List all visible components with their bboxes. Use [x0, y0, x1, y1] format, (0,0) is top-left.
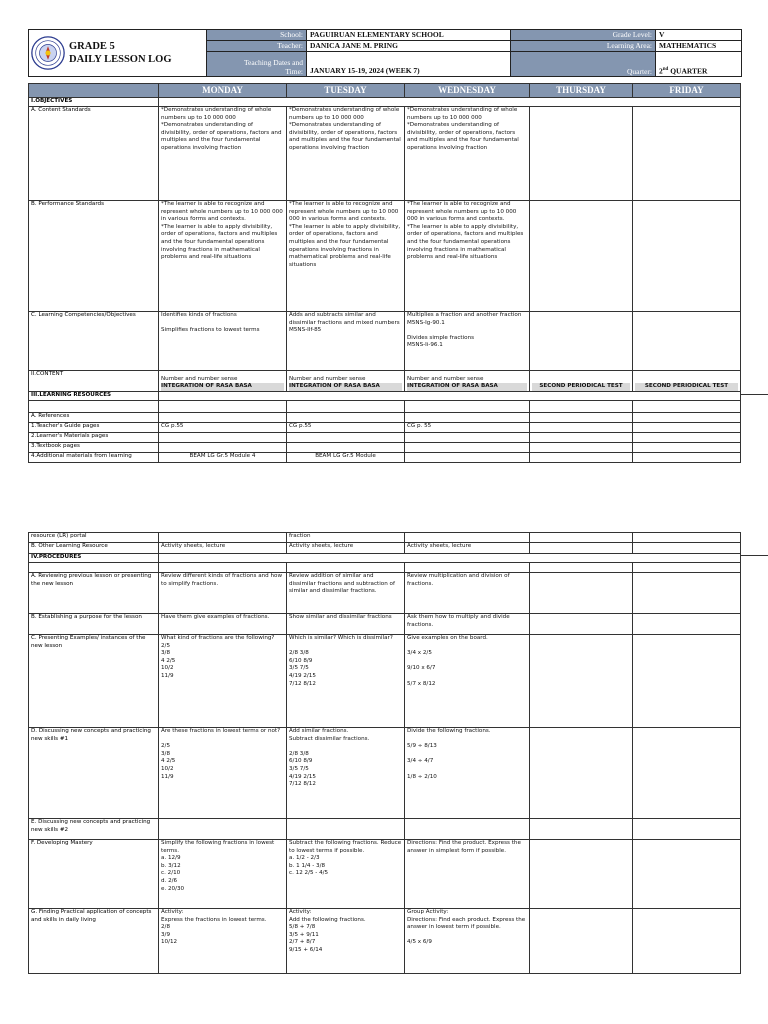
day-cell [405, 819, 530, 840]
header-brand [29, 30, 207, 76]
day-cell: CG p.55 [287, 423, 405, 433]
day-cell [159, 819, 287, 840]
lesson-row [29, 728, 741, 819]
day-cell [159, 401, 287, 413]
day-cell [633, 909, 741, 974]
quarter-text: 2nd QUARTER [659, 66, 708, 75]
section-fill [159, 554, 741, 563]
section-row [29, 392, 741, 401]
day-header: MONDAY [159, 84, 287, 98]
lesson-row [29, 543, 741, 554]
day-cell: Activity: Add the following fractions. 5/8 + 7/8 3/5 + 9/11 2/7 + 8/7 9/15 + 6/14 [287, 909, 405, 974]
row-label: B. Performance Standards [29, 201, 159, 312]
day-cell [633, 840, 741, 909]
lesson-row [29, 401, 741, 413]
day-cell [405, 453, 530, 463]
lesson-row [29, 453, 741, 463]
section-label: I.OBJECTIVES [29, 98, 159, 107]
section-label: III.LEARNING RESOURCES [29, 392, 159, 401]
day-cell: Review different kinds of fractions and how to simplify fractions. [159, 573, 287, 614]
grade-level-label: Grade Level: [511, 30, 656, 41]
log-title: DAILY LESSON LOG [69, 54, 172, 65]
day-cell: Review multiplication and division of fractions. [405, 573, 530, 614]
day-cell [633, 413, 741, 423]
content-topic: Number and number sense [289, 375, 366, 382]
content-cell [405, 371, 530, 392]
day-cell [405, 443, 530, 453]
lesson-row [29, 443, 741, 453]
day-header: FRIDAY [633, 84, 741, 98]
day-cell [633, 614, 741, 635]
day-cell [287, 413, 405, 423]
row-label: C. Learning Competencies/Objectives [29, 312, 159, 371]
day-cell [530, 433, 633, 443]
row-label: B. Other Learning Resource [29, 543, 159, 554]
lesson-row [29, 433, 741, 443]
day-cell: *Demonstrates understanding of whole numbers up to 10 000 000 *Demonstrates understanding of divisibility, order of operations, factors and multiples and the four fundamental operations involving fraction [159, 107, 287, 201]
row-overflow-line [740, 394, 768, 395]
day-cell [530, 312, 633, 371]
row-label: 4.Additional materials from learning [29, 453, 159, 463]
corner-cell [29, 84, 159, 98]
day-cell: Divide the following fractions. 5/9 ÷ 8/13 3/4 ÷ 4/7 1/8 ÷ 2/10 [405, 728, 530, 819]
day-header-row [29, 84, 741, 98]
content-cell [159, 371, 287, 392]
day-cell: Activity: Express the fractions in lowest terms. 2/8 3/9 10/12 [159, 909, 287, 974]
day-cell: *The learner is able to recognize and represent whole numbers up to 10 000 000 in various forms and contexts. *The learner is able to apply divisibility, order of operations, factors and multiples and the four fundamental operations involving fractions in mathematical problems and real-life situations [159, 201, 287, 312]
teacher-label: Teacher: [207, 41, 307, 52]
day-cell [633, 563, 741, 573]
row-overflow-line [740, 555, 768, 556]
row-label: D. Discussing new concepts and practicing new skills #1 [29, 728, 159, 819]
day-cell [633, 453, 741, 463]
day-cell [159, 533, 287, 543]
row-label: 3.Textbook pages [29, 443, 159, 453]
day-cell: CG p.55 [159, 423, 287, 433]
day-cell [530, 614, 633, 635]
day-cell: What kind of fractions are the following? 2/5 3/8 4 2/5 10/2 11/9 [159, 635, 287, 728]
lesson-log-header [28, 29, 742, 77]
day-cell [633, 433, 741, 443]
day-cell [530, 909, 633, 974]
day-cell: Give examples on the board. 3/4 x 2/5 9/10 x 6/7 5/7 x 8/12 [405, 635, 530, 728]
header-info-grid [207, 30, 741, 76]
periodical-test-cell [633, 371, 741, 392]
row-label: F. Developing Mastery [29, 840, 159, 909]
day-cell: Simplify the following fractions in lowest terms. a. 12/9 b. 3/12 c. 2/10 d. 2/6 e. 20/30 [159, 840, 287, 909]
day-cell [287, 433, 405, 443]
day-cell [633, 401, 741, 413]
day-cell [633, 107, 741, 201]
row-label: A. Reviewing previous lesson or presenting the new lesson [29, 573, 159, 614]
lesson-row [29, 423, 741, 433]
row-label: A. References [29, 413, 159, 423]
learning-area-value: MATHEMATICS [656, 41, 741, 52]
lesson-row [29, 909, 741, 974]
day-cell [405, 413, 530, 423]
row-label: resource (LR) portal [29, 533, 159, 543]
day-cell [530, 413, 633, 423]
day-cell: CG p. 55 [405, 423, 530, 433]
day-cell: BEAM LG Gr.5 Module 4 [159, 453, 287, 463]
day-header: TUESDAY [287, 84, 405, 98]
day-cell [633, 543, 741, 554]
row-label: E. Discussing new concepts and practicing new skills #2 [29, 819, 159, 840]
lesson-row [29, 819, 741, 840]
lesson-row [29, 533, 741, 543]
day-cell [530, 201, 633, 312]
row-label: 1.Teacher's Guide pages [29, 423, 159, 433]
row-label [29, 563, 159, 573]
row-label: G. Finding Practical application of concepts and skills in daily living [29, 909, 159, 974]
lesson-row [29, 614, 741, 635]
day-cell [530, 443, 633, 453]
day-cell [405, 401, 530, 413]
day-cell: Activity sheets, lecture [405, 543, 530, 554]
rasa-basa-tag: INTEGRATION OF RASA BASA [161, 383, 284, 391]
day-cell [530, 401, 633, 413]
day-cell: Which is similar? Which is dissimilar? 2/8 3/8 6/10 8/9 3/5 7/5 4/19 2/15 7/12 8/12 [287, 635, 405, 728]
content-cell [287, 371, 405, 392]
row-label: II.CONTENT [29, 371, 159, 392]
day-cell [159, 413, 287, 423]
section-row [29, 98, 741, 107]
school-label: School: [207, 30, 307, 41]
lesson-row [29, 573, 741, 614]
day-cell [530, 423, 633, 433]
row-label [29, 401, 159, 413]
day-cell [633, 728, 741, 819]
day-cell [530, 543, 633, 554]
section-row [29, 554, 741, 563]
row-label: A. Content Standards [29, 107, 159, 201]
day-cell [530, 453, 633, 463]
day-cell [405, 433, 530, 443]
day-cell [633, 201, 741, 312]
rasa-basa-tag: INTEGRATION OF RASA BASA [407, 383, 527, 391]
day-header: THURSDAY [530, 84, 633, 98]
content-topic: Number and number sense [407, 375, 484, 382]
day-cell [633, 819, 741, 840]
deped-seal-icon [31, 36, 65, 70]
day-cell [287, 563, 405, 573]
teacher-value: DANICA JANE M. PRING [307, 41, 511, 52]
day-cell [405, 563, 530, 573]
day-cell [530, 563, 633, 573]
quarter-label: Quarter: [511, 52, 656, 76]
lesson-row [29, 563, 741, 573]
dates-value: JANUARY 15-19, 2024 (WEEK 7) [307, 52, 511, 76]
day-cell: Subtract the following fractions. Reduce to lowest terms if possible. a. 1/2 - 2/3 b. 1 1/4 - 3/8 c. 12 2/5 - 4/5 [287, 840, 405, 909]
periodical-test-tag: SECOND PERIODICAL TEST [635, 383, 738, 391]
lesson-table-page-2 [28, 532, 741, 974]
day-cell [530, 573, 633, 614]
day-cell: Multiplies a fraction and another fraction M5NS-Ig-90.1 Divides simple fractions M5NS-Ii-96.1 [405, 312, 530, 371]
day-cell [405, 533, 530, 543]
day-cell: Review addition of similar and dissimilar fractions and subtraction of similar and dissimilar fractions. [287, 573, 405, 614]
day-cell [633, 423, 741, 433]
day-cell [530, 533, 633, 543]
lesson-row [29, 840, 741, 909]
section-fill [159, 98, 741, 107]
day-cell [287, 819, 405, 840]
content-row [29, 371, 741, 392]
lesson-row [29, 312, 741, 371]
lesson-table-page-1 [28, 83, 741, 463]
day-cell: fraction [287, 533, 405, 543]
section-fill [159, 392, 741, 401]
content-topic: Number and number sense [161, 375, 238, 382]
day-cell [530, 635, 633, 728]
day-cell [287, 443, 405, 453]
day-cell [530, 107, 633, 201]
day-cell [633, 533, 741, 543]
grade-title: GRADE 5 [69, 41, 115, 52]
periodical-test-tag: SECOND PERIODICAL TEST [532, 383, 630, 391]
day-cell [159, 443, 287, 453]
day-cell [633, 312, 741, 371]
day-cell [159, 563, 287, 573]
day-cell: Add similar fractions. Subtract dissimilar fractions. 2/8 3/8 6/10 8/9 3/5 7/5 4/19 2/15 7/12 8/12 [287, 728, 405, 819]
lesson-row [29, 413, 741, 423]
day-cell: Adds and subtracts similar and dissimilar fractions and mixed numbers M5NS-IIf-85 [287, 312, 405, 371]
day-cell: Show similar and dissimilar fractions [287, 614, 405, 635]
day-cell: *Demonstrates understanding of whole numbers up to 10 000 000 *Demonstrates understanding of divisibility, order of operations, factors and multiples and the four fundamental operations involving fraction [405, 107, 530, 201]
day-cell [287, 401, 405, 413]
day-cell [530, 819, 633, 840]
periodical-test-cell [530, 371, 633, 392]
day-cell: Group Activity: Directions: Find each product. Express the answer in lowest term if possible. 4/5 x 6/9 [405, 909, 530, 974]
day-cell: Activity sheets, lecture [287, 543, 405, 554]
day-cell [633, 573, 741, 614]
day-cell: Directions: Find the product. Express the answer in simplest form if possible. [405, 840, 530, 909]
grade-level-value: V [656, 30, 741, 41]
day-cell: Activity sheets, lecture [159, 543, 287, 554]
day-cell [159, 433, 287, 443]
lesson-row [29, 635, 741, 728]
lesson-row [29, 107, 741, 201]
day-cell: *The learner is able to recognize and represent whole numbers up to 10 000 000 in various forms and contexts. *The learner is able to apply divisibility, order of operations, factors and multiples and the four fundamental operations involving fractions in mathematical problems and real-life situations [405, 201, 530, 312]
day-cell: *Demonstrates understanding of whole numbers up to 10 000 000 *Demonstrates understanding of divisibility, order of operations, factors and multiples and the four fundamental operations involving fraction [287, 107, 405, 201]
day-cell: BEAM LG Gr.5 Module [287, 453, 405, 463]
day-cell [530, 840, 633, 909]
day-cell: *The learner is able to recognize and represent whole numbers up to 10 000 000 in various forms and contexts. *The learner is able to apply divisibility, order of operations, factors and multiples and the four fundamental operations involving fractions in mathematical problems and real-life situations [287, 201, 405, 312]
section-label: IV.PROCEDURES [29, 554, 159, 563]
day-header: WEDNESDAY [405, 84, 530, 98]
day-cell: Have them give examples of fractions. [159, 614, 287, 635]
day-cell [633, 443, 741, 453]
dates-label: Teaching Dates and Time: [207, 52, 307, 76]
day-cell [530, 728, 633, 819]
rasa-basa-tag: INTEGRATION OF RASA BASA [289, 383, 402, 391]
row-label: 2.Learner's Materials pages [29, 433, 159, 443]
day-cell [633, 635, 741, 728]
school-value: PAGUIRUAN ELEMENTARY SCHOOL [307, 30, 511, 41]
day-cell: Are these fractions in lowest terms or not? 2/5 3/8 4 2/5 10/2 11/9 [159, 728, 287, 819]
day-cell: Identifies kinds of fractions Simplifies fractions to lowest terms [159, 312, 287, 371]
row-label: B. Establishing a purpose for the lesson [29, 614, 159, 635]
learning-area-label: Learning Area: [511, 41, 656, 52]
row-label: C. Presenting Examples/ instances of the new lesson [29, 635, 159, 728]
lesson-row [29, 201, 741, 312]
day-cell: Ask them how to multiply and divide fractions. [405, 614, 530, 635]
quarter-value [656, 52, 741, 76]
